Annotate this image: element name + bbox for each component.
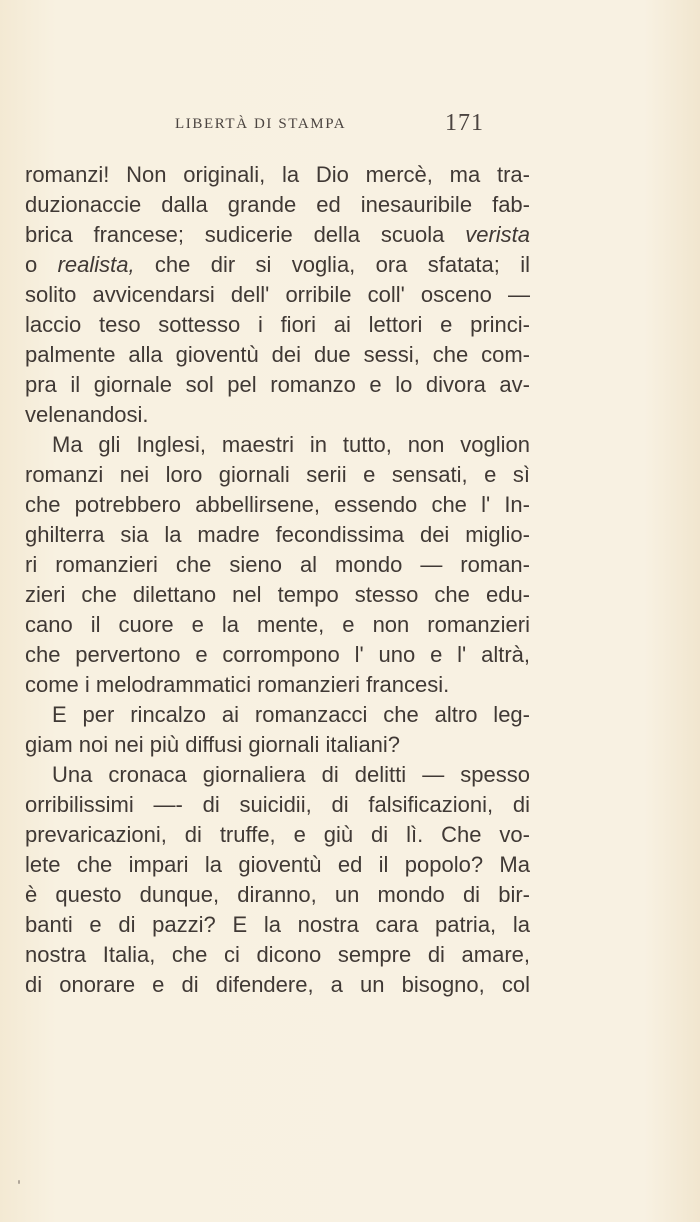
text-line: che pervertono e corrompono l' uno e l' altrà, (25, 642, 530, 667)
italic-word-verista: verista (465, 222, 530, 247)
text-line: di onorare e di difendere, a un bisogno, col (25, 972, 530, 997)
text-segment: o (25, 252, 58, 277)
italic-word-realista: realista, (57, 252, 135, 277)
text-line: solito avvicendarsi dell' orribile coll' osceno — (25, 282, 530, 307)
text-line (25, 220, 530, 250)
text-line: è questo dunque, diranno, un mondo di bir- (25, 882, 530, 907)
text-segment: brica francese; sudicerie della scuola (25, 222, 466, 247)
text-line: come i melodrammatici romanzieri francesi. (25, 672, 450, 697)
text-line: laccio teso sottesso i fiori ai lettori e princi- (25, 312, 530, 337)
text-line: romanzi! Non originali, la Dio mercè, ma tra- (25, 162, 530, 187)
text-line: che potrebbero abbellirsene, essendo che l' In- (25, 492, 530, 517)
running-title: LIBERTÀ DI STAMPA (175, 116, 347, 132)
text-segment: che dir si voglia, ora sfatata; il (134, 252, 530, 277)
text-line: lete che impari la gioventù ed il popolo? Ma (25, 852, 530, 877)
text-line: prevaricazioni, di truffe, e giù di lì. Che vo- (25, 822, 530, 847)
page-number: 171 (445, 110, 484, 136)
text-line: palmente alla gioventù dei due sessi, che com- (25, 342, 530, 367)
text-line (25, 250, 530, 280)
text-line: banti e di pazzi? E la nostra cara patria, la (25, 912, 530, 937)
paragraph-start: Una cronaca giornaliera di delitti — spesso (52, 762, 530, 787)
text-line: romanzi nei loro giornali serii e sensati, e sì (25, 462, 530, 487)
paragraph-start: E per rincalzo ai romanzacci che altro leg- (52, 702, 530, 727)
text-line: pra il giornale sol pel romanzo e lo divora av- (25, 372, 530, 397)
text-line: nostra Italia, che ci dicono sempre di amare, (25, 942, 530, 967)
paragraph-start: Ma gli Inglesi, maestri in tutto, non voglion (52, 432, 530, 457)
text-line: velenandosi. (25, 402, 149, 427)
paper-speck (18, 1180, 20, 1184)
text-line: zieri che dilettano nel tempo stesso che edu- (25, 582, 530, 607)
text-line: ri romanzieri che sieno al mondo — roman- (25, 552, 530, 577)
running-head (175, 110, 495, 143)
text-line: ghilterra sia la madre fecondissima dei miglio- (25, 522, 530, 547)
text-line: duzionaccie dalla grande ed inesauribile fab- (25, 192, 530, 217)
text-line: giam noi nei più diffusi giornali italiani? (25, 732, 401, 757)
text-line: orribilissimi —- di suicidii, di falsificazioni, di (25, 792, 530, 817)
text-line: cano il cuore e la mente, e non romanzieri (25, 612, 530, 637)
